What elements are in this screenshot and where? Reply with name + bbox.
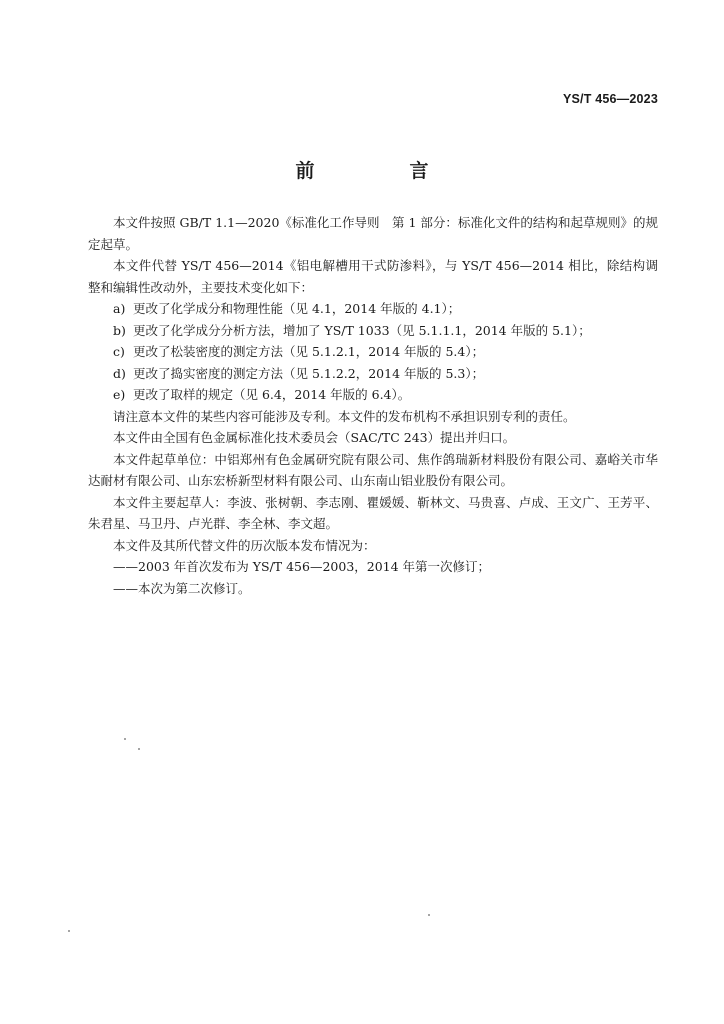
list-item-label: a) — [113, 301, 126, 316]
paragraph-proposer: 本文件由全国有色金属标准化技术委员会（SAC/TC 243）提出并归口。 — [113, 430, 516, 445]
standard-code: YS/T 456—2023 — [562, 92, 658, 106]
list-item-text: 更改了松装密度的测定方法（见 5.1.2.1，2014 年版的 5.4）； — [133, 344, 485, 359]
scan-speck — [124, 738, 126, 740]
list-item-text: 更改了捣实密度的测定方法（见 5.1.2.2，2014 年版的 5.3）； — [133, 365, 485, 381]
paragraph-drafting-rules: 本文件按照 GB/T 1.1—2020《标准化工作导则 第 1 部分：标准化文件的结构和起草规则》的规定起草。 — [88, 215, 658, 252]
scan-speck — [428, 914, 430, 916]
list-item — [88, 320, 658, 342]
history-item: ——本次为第二次修订。 — [113, 580, 251, 596]
scan-speck — [138, 748, 140, 750]
list-item-label: e) — [113, 387, 126, 402]
foreword-body — [88, 212, 658, 599]
list-item — [88, 384, 658, 406]
paragraph-drafters: 本文件主要起草人：李波、张树朝、李志刚、瞿媛媛、靳林文、马贵喜、卢成、王文广、王芳平、朱君星、马卫丹、卢光群、李全林、李文超。 — [88, 494, 658, 531]
list-item-text: 更改了化学成分和物理性能（见 4.1，2014 年版的 4.1）； — [133, 301, 461, 316]
paragraph-patent-notice: 请注意本文件的某些内容可能涉及专利。本文件的发布机构不承担识别专利的责任。 — [113, 408, 576, 424]
paragraph-history-intro: 本文件及其所代替文件的历次版本发布情况为： — [113, 537, 376, 553]
list-item-label: d) — [113, 365, 126, 381]
list-item-label: c) — [113, 344, 125, 359]
list-item — [88, 363, 658, 385]
paragraph-drafting-units: 本文件起草单位：中铝郑州有色金属研究院有限公司、焦作鸽瑞新材料股份有限公司、嘉峪关市华达耐材有限公司、山东宏桥新型材料有限公司、山东南山铝业股份有限公司。 — [88, 451, 658, 488]
page-title: 前 言 — [295, 160, 467, 182]
list-item — [88, 298, 658, 320]
list-item-text: 更改了取样的规定（见 6.4，2014 年版的 6.4）。 — [133, 387, 411, 402]
scan-speck — [68, 930, 70, 932]
list-item — [88, 341, 658, 363]
list-item-text: 更改了化学成分分析方法，增加了 YS/T 1033（见 5.1.1.1，2014 年版的 5.1）； — [133, 322, 591, 338]
history-item: ——2003 年首次发布为 YS/T 456—2003，2014 年第一次修订； — [113, 559, 491, 574]
list-item-label: b) — [113, 322, 126, 338]
paragraph-replaces: 本文件代替 YS/T 456—2014《铝电解槽用干式防渗料》，与 YS/T 456—2014 相比，除结构调整和编辑性改动外，主要技术变化如下： — [88, 258, 658, 295]
